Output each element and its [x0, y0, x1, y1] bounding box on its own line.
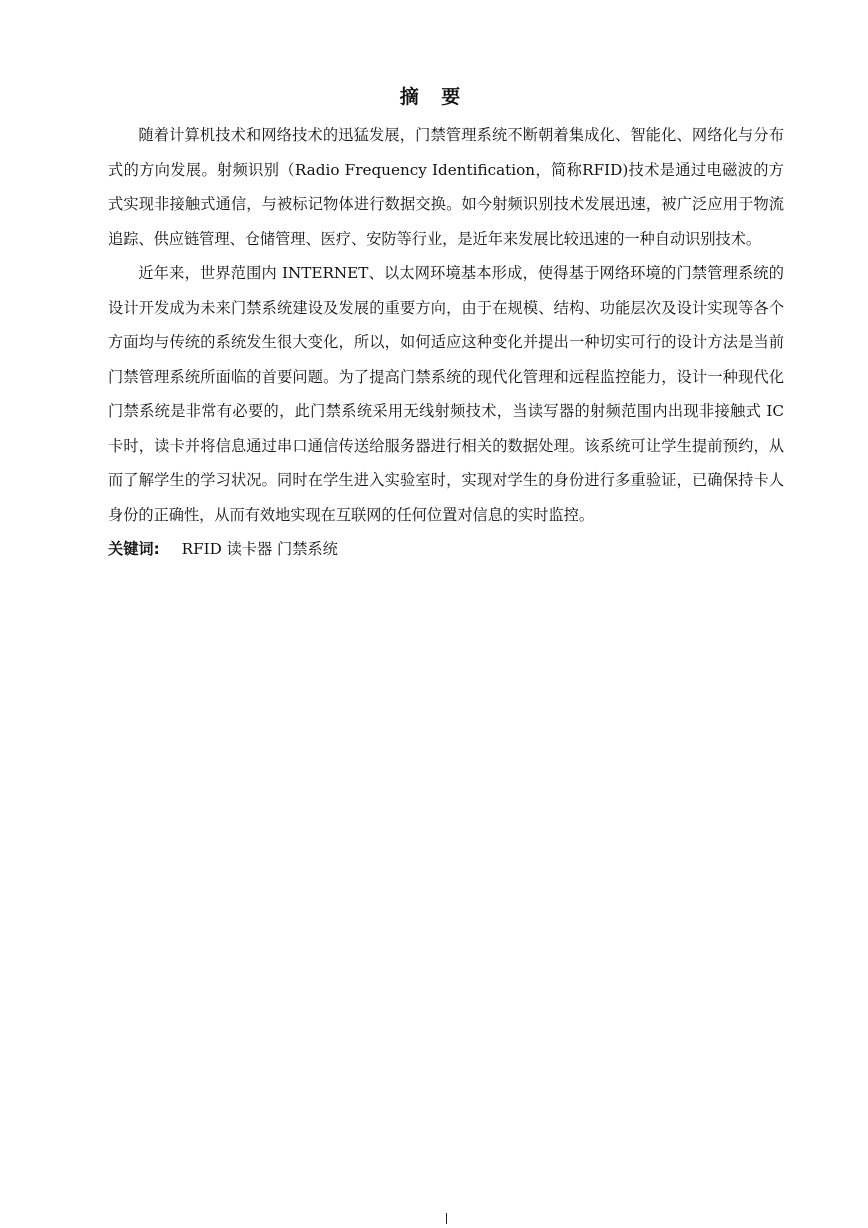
keywords-label: 关键词: [108, 540, 160, 558]
page-title: 摘 要 [399, 86, 469, 108]
page-number [446, 1213, 447, 1224]
keywords-line [108, 532, 784, 566]
keywords-values: RFID 读卡器 门禁系统 [181, 540, 338, 558]
abstract-paragraph-1: 随着计算机技术和网络技术的迅猛发展，门禁管理系统不断朝着集成化、智能化、网络化与分布式的方向发展。射频识别（Radio Frequency Identification，简称RFID)技术是通过电磁波的方式实现非接触式通信，与被标记物体进行数据交换。如今射频识别技术发展迅速，被广泛应用于物流追踪、供应链管理、仓储管理、医疗、安防等行业，是近年来发展比较迅速的一种自动识别技术。 [108, 126, 784, 248]
abstract-body [108, 118, 784, 566]
abstract-paragraph-2: 近年来，世界范围内 INTERNET、以太网环境基本形成，使得基于网络环境的门禁管理系统的设计开发成为未来门禁系统建设及发展的重要方向，由于在规模、结构、功能层次及设计实现等各个方面均与传统的系统发生很大变化，所以，如何适应这种变化并提出一种切实可行的设计方法是当前门禁管理系统所面临的首要问题。为了提高门禁系统的现代化管理和远程监控能力，设计一种现代化门禁系统是非常有必要的，此门禁系统采用无线射频技术，当读写器的射频范围内出现非接触式 IC 卡时，读卡并将信息通过串口通信传送给服务器进行相关的数据处理。该系统可让学生提前预约，从而了解学生的学习状况。同时在学生进入实验室时，实现对学生的身份进行多重验证，已确保持卡人身份的正确性，从而有效地实现在互联网的任何位置对信息的实时监控。 [108, 264, 784, 524]
